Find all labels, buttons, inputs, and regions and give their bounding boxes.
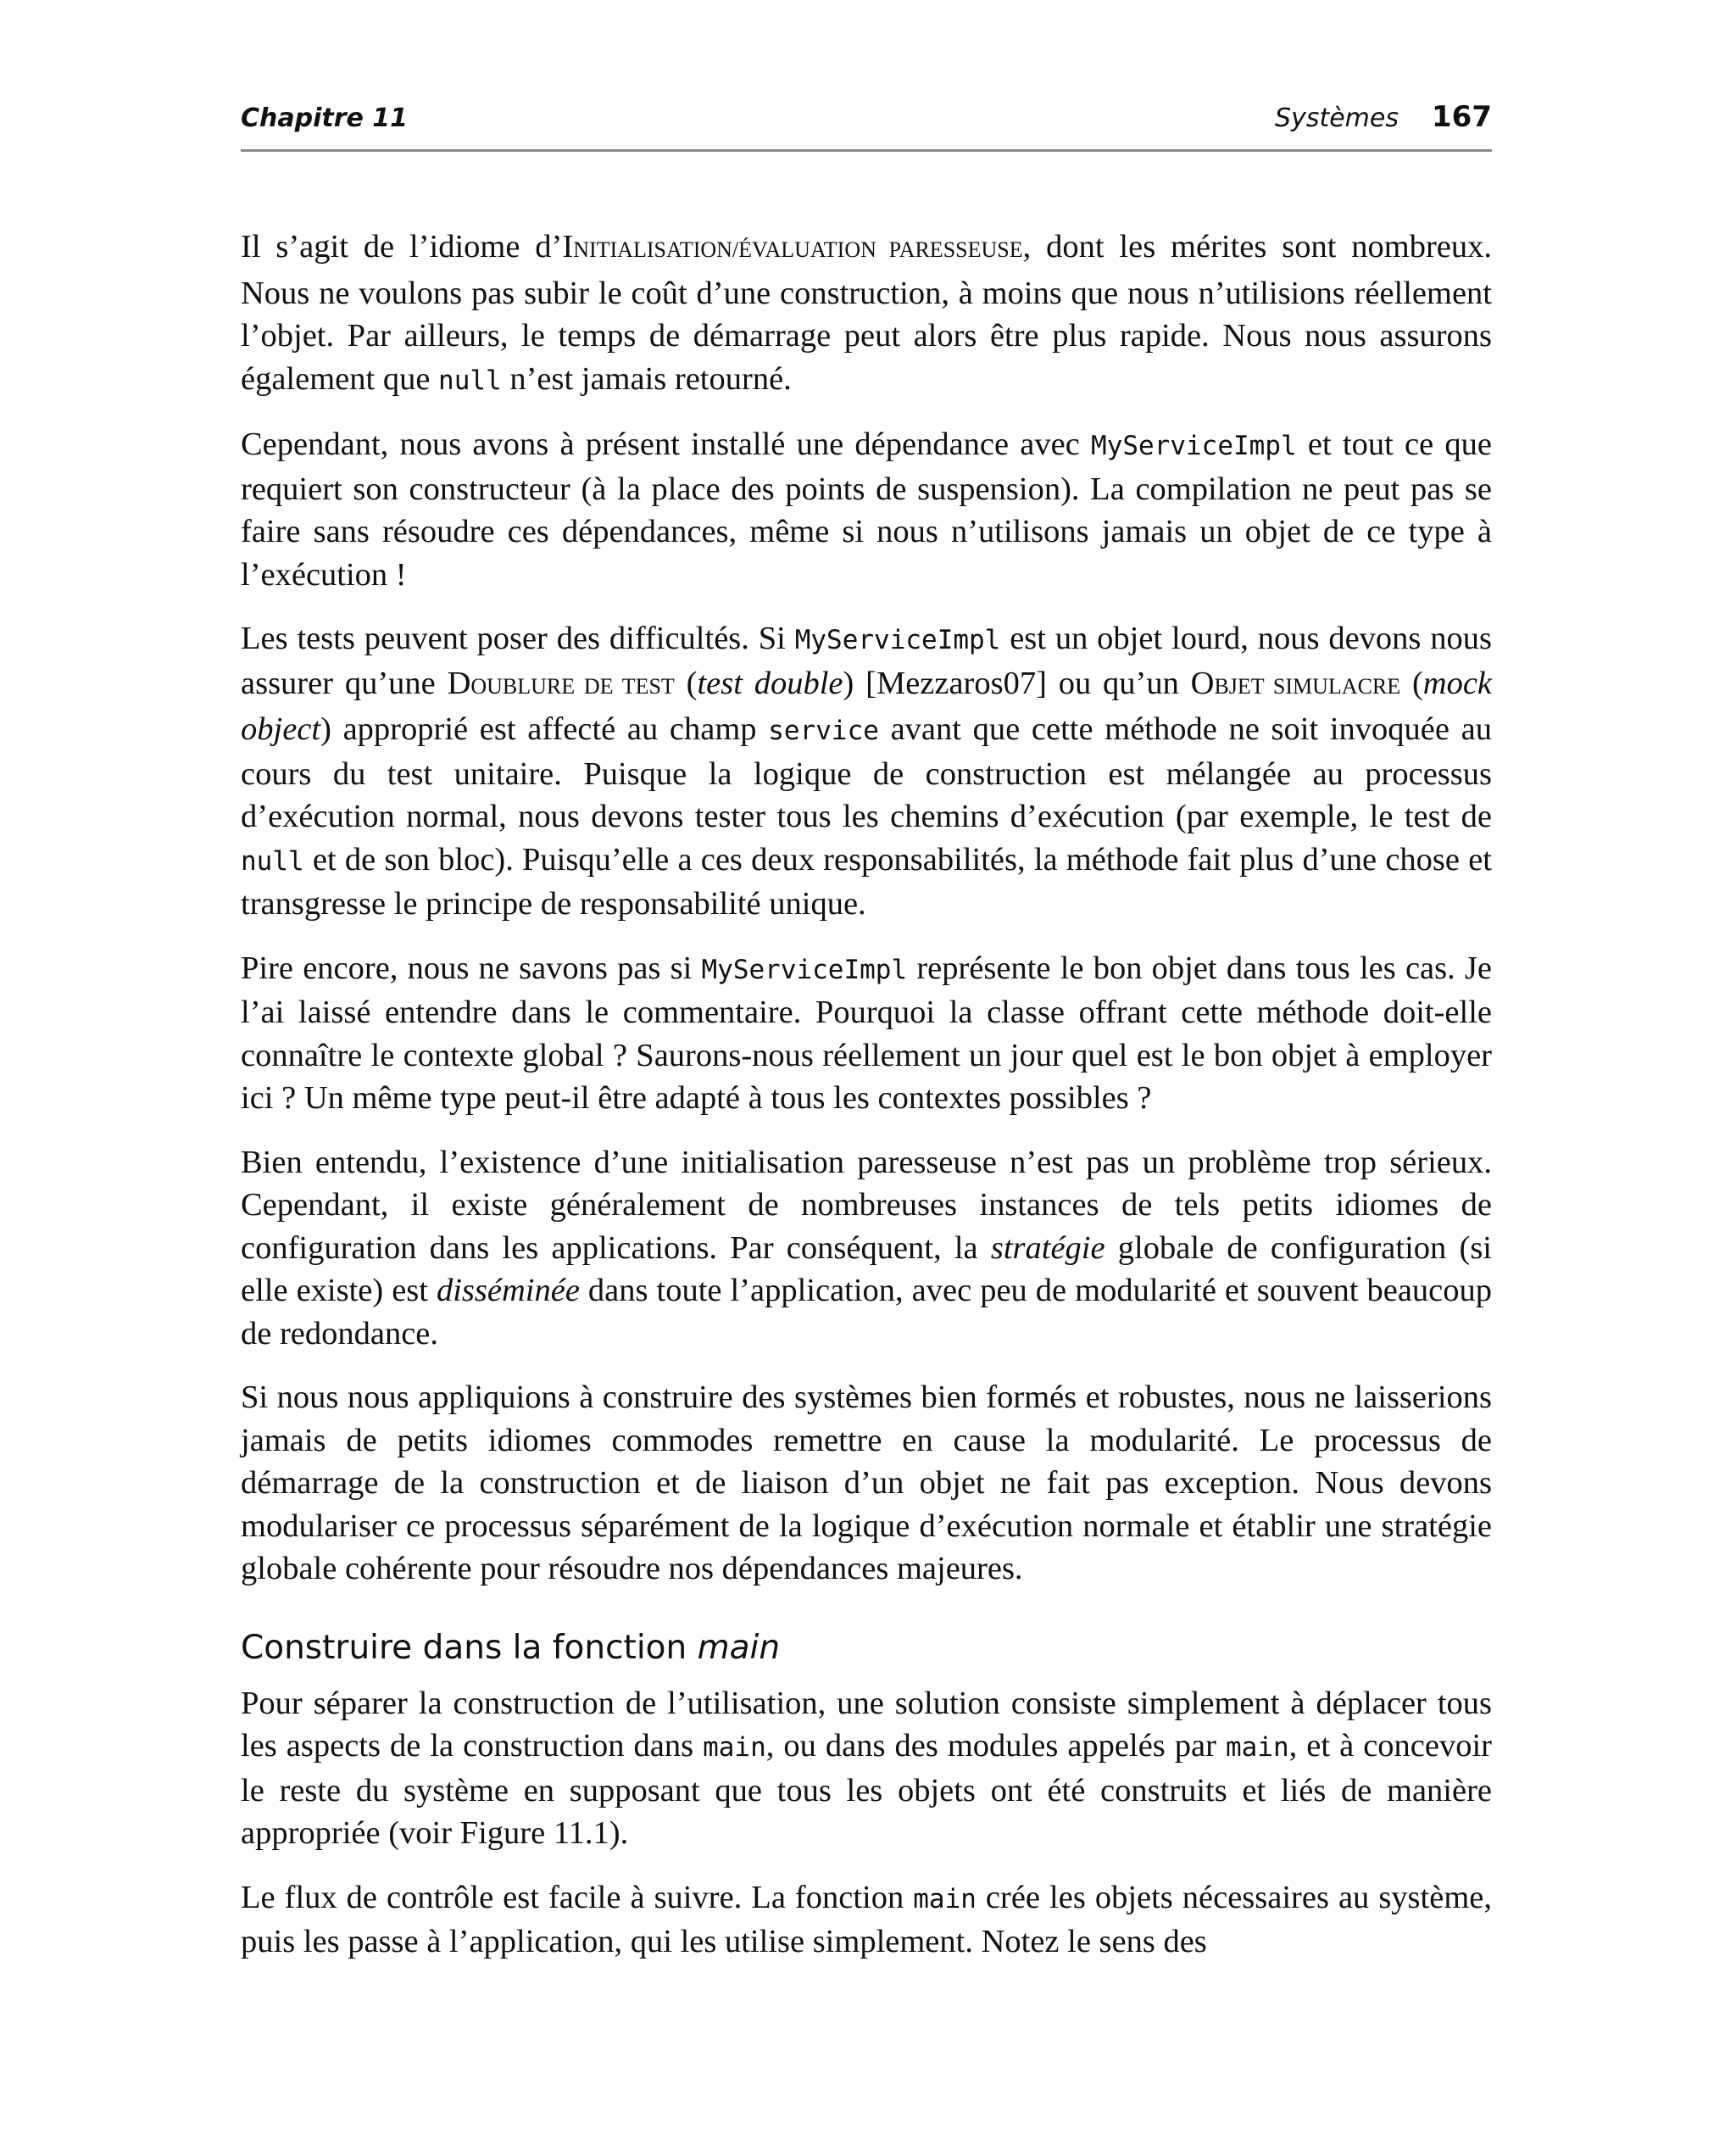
section-heading: Construire dans la fonction main [241, 1628, 781, 1667]
paragraph-6: Si nous nous appliquions à construire des systèmes bien formés et robustes, nous ne laisserions jamais de petits idiomes commodes remettre en cause la modularité. Le processus de démarrage de la construction et de liaison d’un objet ne fait pas exception. Nous devons modulariser ce processus séparément de la logique d’exécution normale et établir une stratégie globale cohérente pour résoudre nos dépendances majeures. [241, 1379, 1492, 1586]
running-header [241, 100, 1492, 141]
paragraph-1: Il s’agit de l’idiome d’INITIALISATION/ÉVALUATION PARESSEUSE, dont les mérites sont nombreux. Nous ne voulons pas subir le coût d’une construction, à moins que nous n’utilisions réellement l’objet. Par ailleurs, le temps de démarrage peut alors être plus rapide. Nous nous assurons également que null n’est jamais retourné. [241, 229, 1492, 397]
header-rule [241, 149, 1492, 152]
paragraph-8: Le flux de contrôle est facile à suivre. La fonction main crée les objets nécessaires au système, puis les passe à l’application, qui les utilise simplement. Notez le sens des [241, 1879, 1492, 1959]
paragraph-7: Pour séparer la construction de l’utilisation, une solution consiste simplement à déplacer tous les aspects de la construction dans main, ou dans des modules appelés par main, et à concevoir le reste du système en supposant que tous les objets ont été construits et liés de manière appropriée (voir Figure 11.1). [241, 1685, 1492, 1851]
paragraph-5: Bien entendu, l’existence d’une initialisation paresseuse n’est pas un problème trop sérieux. Cependant, il existe généralement de nombreuses instances de tels petits idiomes de configuration dans les applications. Par conséquent, la stratégie globale de configuration (si elle existe) est disséminée dans toute l’application, avec peu de modularité et souvent beaucoup de redondance. [241, 1144, 1493, 1351]
page-number: 167 [1432, 100, 1492, 134]
section-label: Systèmes [1275, 103, 1399, 133]
paragraph-3: Les tests peuvent poser des difficultés. Si MyServiceImpl est un objet lourd, nous devons nous assurer qu’une DOUBLURE DE TEST (test double) [Mezzaros07] ou qu’un OBJET SIMULACRE (mock object) approprié est affecté au champ service avant que cette méthode ne soit invoquée au cours du test unitaire. Puisque la logique de construction est mélangée au processus d’exécution normal, nous devons tester tous les chemins d’exécution (par exemple, le test de null et de son bloc). Puisqu’elle a ces deux responsabilités, la méthode fait plus d’une chose et transgresse le principe de responsabilité unique. [241, 621, 1493, 922]
page-body [241, 226, 1492, 1985]
chapter-label: Chapitre 11 [241, 103, 409, 133]
paragraph-4: Pire encore, nous ne savons pas si MyServiceImpl représente le bon objet dans tous les cas. Je l’ai laissé entendre dans le commentaire. Pourquoi la classe offrant cette méthode doit-elle connaître le contexte global ? Saurons-nous réellement un jour quel est le bon objet à employer ici ? Un même type peut-il être adapté à tous les contextes possibles ? [241, 950, 1492, 1116]
paragraph-2: Cependant, nous avons à présent installé une dépendance avec MyServiceImpl et tout ce que requiert son constructeur (à la place des points de suspension). La compilation ne peut pas se faire sans résoudre ces dépendances, même si nous n’utilisons jamais un objet de ce type à l’exécution ! [241, 426, 1492, 593]
